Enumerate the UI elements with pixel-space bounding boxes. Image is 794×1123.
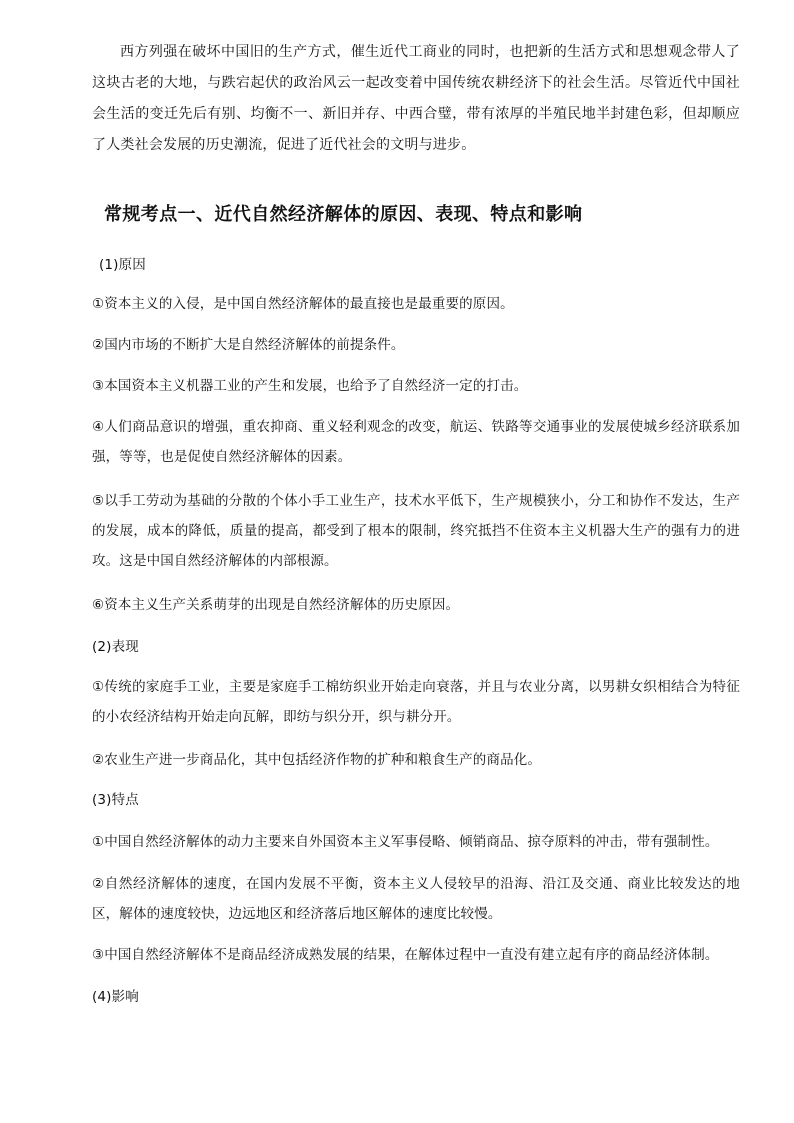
cause-item-5: ⑤以手工劳动为基础的分散的个体小手工业生产，技术水平低下，生产规模狭小，分工和协作不发达，生产的发展，成本的降低，质量的提高，都受到了根本的限制，终究抵挡不住资本主义机器大生产的强有力的进攻。这是中国自然经济解体的内部根源。: [92, 493, 740, 569]
characteristics-heading: (3)特点: [92, 792, 139, 808]
characteristic-item-3: ③中国自然经济解体不是商品经济成熟发展的结果，在解体过程中一直没有建立起有序的商品经济体制。: [92, 947, 719, 963]
cause-item-3: ③本国资本主义机器工业的产生和发展，也给予了自然经济一定的打击。: [92, 378, 528, 394]
impact-heading: (4)影响: [92, 989, 139, 1005]
manifestation-item-2: ②农业生产进一步商品化，其中包括经济作物的扩种和粮食生产的商品化。: [92, 752, 542, 768]
cause-item-4: ④人们商品意识的增强，重农抑商、重义轻利观念的改变，航运、铁路等交通事业的发展使城乡经济联系加强，等等，也是促使自然经济解体的因素。: [92, 419, 740, 465]
intro-paragraph: 西方列强在破坏中国旧的生产方式，催生近代工商业的同时，也把新的生活方式和思想观念带人了这块古老的大地，与跌宕起伏的政治风云一起改变着中国传统农耕经济下的社会生活。尽管近代中国社会生活的变迁先后有别、均衡不一、新旧并存、中西合璧，带有浓厚的半殖民地半封建色彩，但却顺应了人类社会发展的历史潮流，促进了近代社会的文明与进步。: [92, 44, 740, 153]
cause-item-1: ①资本主义的入侵，是中国自然经济解体的最直接也是最重要的原因。: [92, 296, 514, 312]
section-title: 常规考点一、近代自然经济解体的原因、表现、特点和影响: [104, 204, 583, 225]
manifestations-heading: (2)表现: [92, 639, 139, 655]
cause-item-6: ⑥资本主义生产关系萌芽的出现是自然经济解体的历史原因。: [92, 597, 460, 613]
characteristic-item-1: ①中国自然经济解体的动力主要来自外国资本主义军事侵略、倾销商品、掠夺原料的冲击，带有强制性。: [92, 834, 719, 850]
characteristic-item-2: ②自然经济解体的速度，在国内发展不平衡，资本主义人侵较早的沿海、沿江及交通、商业比较发达的地区，解体的速度较快，边远地区和经济落后地区解体的速度比较慢。: [92, 876, 740, 922]
causes-heading: (1)原因: [99, 257, 146, 273]
manifestation-item-1: ①传统的家庭手工业，主要是家庭手工棉纺织业开始走向衰落，并且与农业分离，以男耕女织相结合为特征的小农经济结构开始走向瓦解，即纺与织分开，织与耕分开。: [92, 679, 740, 725]
cause-item-2: ②国内市场的不断扩大是自然经济解体的前提条件。: [92, 337, 405, 353]
